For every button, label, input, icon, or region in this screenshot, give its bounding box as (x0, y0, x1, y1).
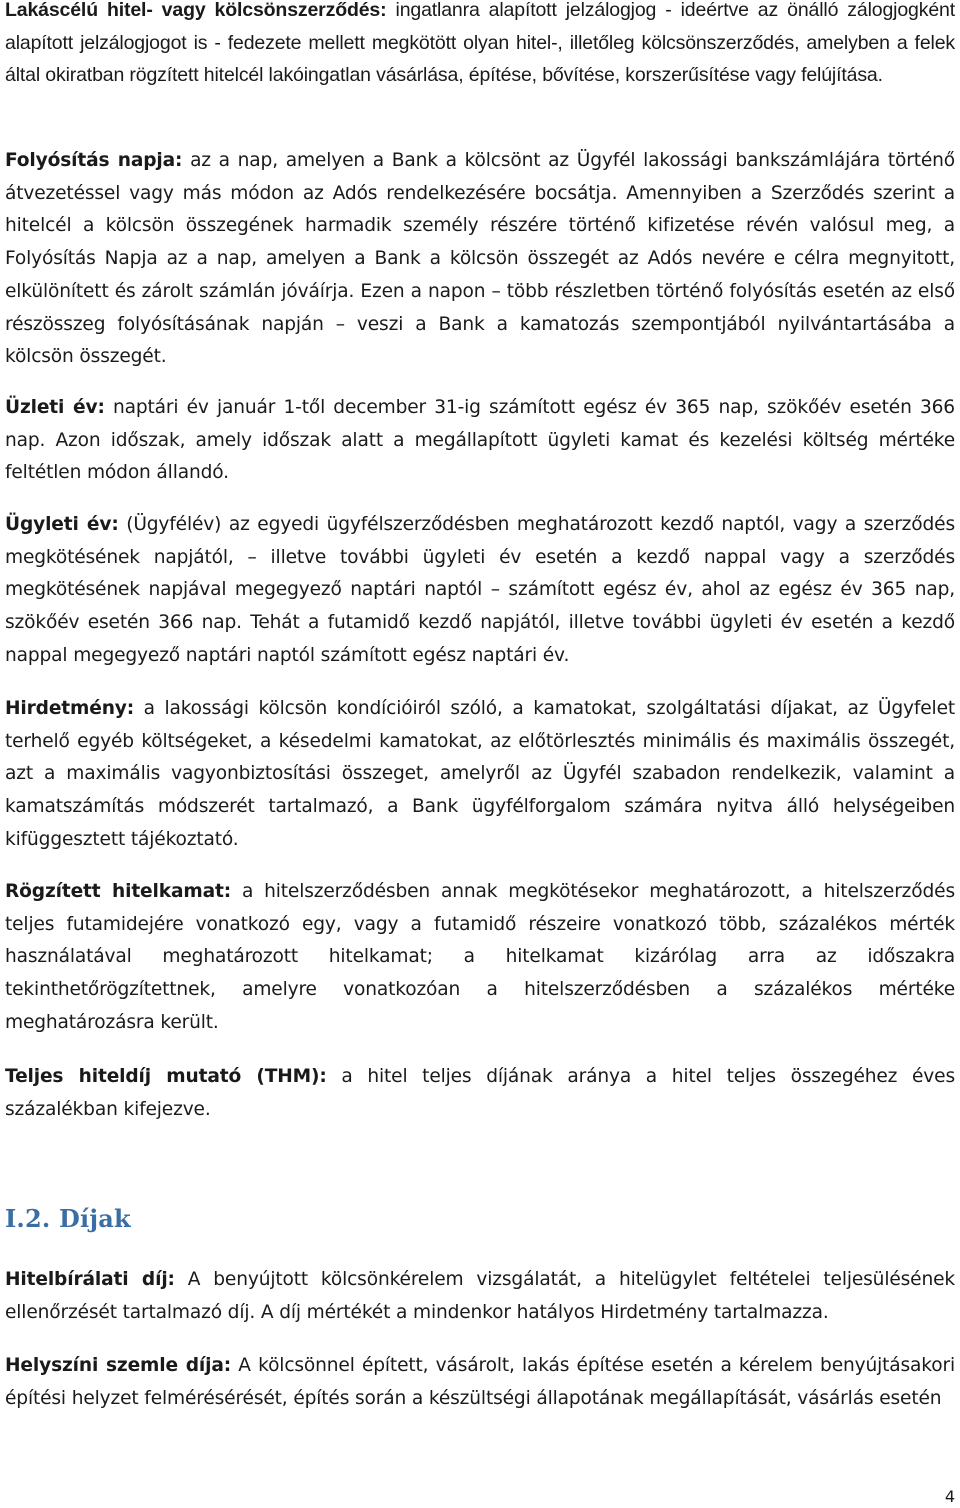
definition-text: (Ügyfélév) az egyedi ügyfélszerződésben meghatározott kezdő naptól, vagy a szerződés megkötésének napjától, – illetve további ügyleti év esetén a kezdő nappal vagy a szerződés megkötésének napjával megegyező naptári naptól – számított egész év, ahol az egész év 365 nap, szökőév esetén 366 nap. Tehát a futamidő kezdő napjától, illetve további ügyleti év esetén a kezdő nappal megegyező naptári naptól számított egész naptári év. (5, 514, 955, 666)
page-number: 4 (944, 1487, 955, 1506)
definition-text: ingatlanra alapított jelzálogjog - ideértve az önálló zálogjogként alapított jelzálogjogot is - fedezete mellett megkötött olyan hitel-, illetőleg kölcsönszerződés, amelyben a felek által okiratban rögzített hitelcél lakóingatlan vásárlása, építése, bővítése, korszerűsítése vagy felújítása. (5, 0, 955, 87)
definition-paragraph (5, 509, 955, 673)
fee-paragraph (5, 1264, 955, 1329)
fee-term: Helyszíni szemle díja: (5, 1355, 232, 1376)
section-heading: I.2. Díjak (5, 1204, 131, 1233)
definition-term: Ügyleti év: (5, 514, 119, 535)
definition-term: Rögzített hitelkamat: (5, 881, 232, 902)
definition-text: naptári év január 1-től december 31-ig számított egész év 365 nap, szökőév esetén 366 nap. Azon időszak, amely időszak alatt a megállapított ügyleti kamat és kezelési költség mértéke feltétlen módon állandó. (5, 397, 955, 484)
definition-text: a hitel teljes díjának aránya a hitel teljes összegéhez éves százalékban kifejezve. (5, 1066, 955, 1120)
fee-term: Hitelbírálati díj: (5, 1269, 175, 1290)
fee-paragraph (5, 1350, 955, 1415)
fee-text: A kölcsönnel épített, vásárolt, lakás építése esetén a kérelem benyújtásakori építési helyzet felmérésérését, építés során a készültségi állapotának megállapítását, vásárlás esetén (5, 1355, 955, 1409)
definition-paragraph (5, 1061, 955, 1126)
definition-term: Teljes hiteldíj mutató (THM): (5, 1066, 327, 1087)
definition-text: az a nap, amelyen a Bank a kölcsönt az Ügyfél lakossági bankszámlájára történő átvezetéssel vagy más módon az Adós rendelkezésére bocsátja. Amennyiben a Szerződés szerint a hitelcél a kölcsön összegének harmadik személy részére történő kifizetése révén valósul meg, a Folyósítás Napja az a nap, amelyen a Bank a kölcsön összegét az Adós nevére e célra megnyitott, elkülönített és zárolt számlán jóváírja. Ezen a napon – több részletben történő folyósítás esetén az első részösszeg folyósításának napján – veszi a Bank a kamatozás szempontjából nyilvántartásába a kölcsön összegét. (5, 150, 956, 368)
definition-text: a hitelszerződésben annak megkötésekor meghatározott, a hitelszerződés teljes futamidejére vonatkozó egy, vagy a futamidő részeire vonatkozó több, százalékos mérték használatával meghatározott hitelkamat; a hitelkamat kizárólag arra az időszakra tekinthetőrögzítettnek, amelyre vonatkozóan a hitelszerződésben a százalékos mértéke meghatározásra került. (5, 881, 956, 1033)
definition-term: Lakáscélú hitel- vagy kölcsönszerződés: (5, 0, 387, 21)
definition-paragraph (5, 693, 955, 857)
definition-paragraph (5, 0, 955, 92)
definition-term: Folyósítás napja: (5, 150, 183, 171)
definition-paragraph (5, 392, 955, 490)
definition-text: a lakossági kölcsön kondícióiról szóló, a kamatokat, szolgáltatási díjakat, az Ügyfelet terhelő egyéb költségeket, a késedelmi kamatokat, az előtörlesztés minimális és maximális összegét, azt a maximális vagyonbiztosítási összeget, amelyről az Ügyfél szabadon rendelkezik, valamint a kamatszámítás módszerét tartalmazó, a Bank ügyfélforgalom számára nyitva álló helységeiben kifüggesztett tájékoztató. (5, 698, 955, 850)
definition-term: Üzleti év: (5, 397, 105, 418)
definition-term: Hirdetmény: (5, 698, 135, 719)
definition-paragraph (5, 876, 955, 1040)
fee-text: A benyújtott kölcsönkérelem vizsgálatát, a hitelügylet feltételei teljesülésének ellenőrzését tartalmazó díj. A díj mértékét a mindenkor hatályos Hirdetmény tartalmazza. (5, 1269, 955, 1323)
definition-paragraph (5, 145, 955, 374)
